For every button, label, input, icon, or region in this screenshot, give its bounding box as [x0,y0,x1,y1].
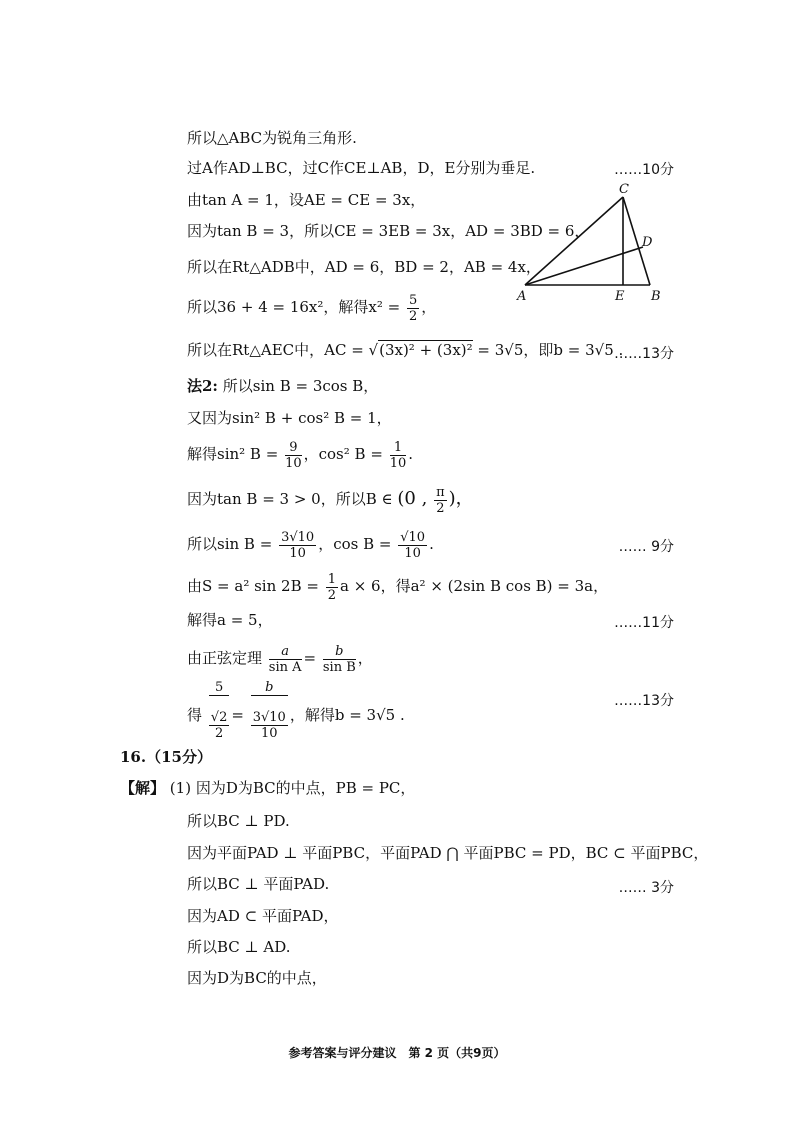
denominator: 2 [214,725,224,741]
denominator: 10 [404,545,421,561]
fraction-pi-2 [434,485,447,516]
line-sin-cos-values [187,527,434,561]
triangle-figure [515,180,675,305]
label-d: D [642,235,653,250]
fraction-9-10 [285,440,302,471]
numerator: a [269,644,302,660]
denominator: 2 [409,308,418,324]
line-b-range [187,482,474,516]
line-q16-bc-perp-ad: 所以BC ⊥ AD. [187,938,291,956]
numerator: 9 [285,440,302,456]
text: . [408,445,414,463]
fraction-3sqrt10-10 [251,710,288,741]
text: 得 [187,706,203,724]
text: ，cos B = [318,535,392,553]
text: ，解得b = 3√5 . [289,706,405,724]
text: ，cos² B = [303,445,383,463]
line-q16-midpoint [120,778,415,798]
line-perpendiculars: 过A作AD⊥BC，过C作CE⊥AB，D，E分别为垂足. [187,159,536,177]
text: 由正弦定理 [187,649,263,667]
denominator: 2 [436,500,445,516]
denominator: sin A [268,659,302,675]
denominator [251,696,288,752]
label-a: A [517,289,527,304]
denominator: 10 [285,455,302,471]
interval-open: (0 , [397,488,428,509]
text: 所以sin B = [187,535,273,553]
text: = 3√5，即b = 3√5 . [477,341,624,359]
label-e: E [615,289,625,304]
score-3: …… 3分 [618,880,674,896]
line-acute-triangle: 所以△ABC为锐角三角形. [187,129,357,147]
question-16-heading: 16.（15分） [120,748,212,766]
numerator: 1 [327,571,336,587]
line-solve-b [187,680,405,752]
score-9: …… 9分 [618,539,674,555]
segment-ac [525,197,623,285]
text: = [303,649,317,667]
segment-ad [525,247,643,285]
numerator: 1 [390,440,407,456]
text: = [231,706,244,724]
sqrt-expression: (3x)² + (3x)² [379,341,473,359]
line-solve-a: 解得a = 5， [187,611,273,629]
line-area-formula [187,569,608,603]
fraction-1-10 [390,440,407,471]
line-tan-b: 因为tan B = 3，所以CE = 3EB = 3x，AD = 3BD = 6， [187,222,590,240]
fraction-3sqrt10-10 [279,530,316,561]
text: . [429,535,434,553]
text: ， [357,649,373,667]
fraction-sqrt2-2 [209,710,230,741]
numerator: π [436,484,445,500]
line-law-of-sines [187,641,373,675]
score-10: ……10分 [614,162,674,178]
label-c: C [619,182,629,197]
text: 所以36 + 4 = 16x²，解得x² = [187,298,401,316]
text: 所以sin B = 3cos B， [222,377,379,395]
label-b: B [651,289,661,304]
text: 因为tan B = 3 > 0，所以B ∈ [187,490,393,508]
numerator: b [323,644,356,660]
fraction-1-2 [326,572,338,603]
line-solve-x [187,290,436,324]
score-11: ……11分 [614,615,674,631]
line-method2-sin [187,376,378,396]
numerator: 3√10 [281,529,315,545]
line-pythagorean-identity: 又因为sin² B + cos² B = 1， [187,409,392,427]
compound-fraction-left [209,680,230,752]
line-rt-aec: 所以在Rt△AEC中，AC = √(3x)² + (3x)² = 3√5，即b = 3√5 . [187,341,624,359]
score-13-second: ……13分 [614,693,674,709]
solution-label: 【解】 [120,779,166,797]
line-q16-bc-perp-plane: 所以BC ⊥ 平面PAD. [187,875,330,893]
numerator: 5 [409,292,418,308]
denominator: 10 [389,455,407,471]
fraction-sqrt10-10 [398,530,427,561]
interval-close: )， [448,488,474,509]
numerator: √2 [210,709,228,725]
text: ， [421,298,437,316]
line-tan-a: 由tan A = 1，设AE = CE = 3x， [187,191,426,209]
text: 解得sin² B = [187,445,279,463]
score-13: ……13分 [614,346,674,362]
text: 由S = a² sin 2B = [187,577,319,595]
denominator: 2 [327,587,336,603]
line-q16-bc-perp-pd: 所以BC ⊥ PD. [187,812,290,830]
page-footer: 参考答案与评分建议 第 2 页（共9页） [288,1046,506,1060]
line-rt-adb: 所以在Rt△ADB中，AD = 6，BD = 2，AB = 4x， [187,258,541,276]
fraction-a-sinA [269,644,302,675]
fraction-b-sinB [323,644,356,675]
denominator: sin B [322,659,356,675]
line-q16-midpoint-again: 因为D为BC的中点， [187,969,327,987]
numerator: 5 [209,680,230,696]
denominator: 10 [289,545,306,561]
numerator: 3√10 [252,709,286,725]
line-q16-ad-in-plane: 因为AD ⊂ 平面PAD， [187,907,339,925]
line-q16-plane-perp: 因为平面PAD ⊥ 平面PBC，平面PAD ⋂ 平面PBC = PD，BC ⊂ 平面PBC， [187,844,709,862]
compound-fraction-right [251,680,288,752]
text: 所以在Rt△AEC中，AC = [187,341,364,359]
numerator: √10 [400,529,426,545]
numerator: b [251,680,288,696]
text: (1) 因为D为BC的中点，PB = PC， [169,779,416,797]
line-sin2-cos2 [187,437,413,471]
text: a × 6，得a² × (2sin B cos B) = 3a， [340,577,609,595]
method2-label: 法2: [187,377,218,395]
fraction-5-2 [407,293,419,324]
denominator [209,696,230,752]
denominator: 10 [261,725,278,741]
